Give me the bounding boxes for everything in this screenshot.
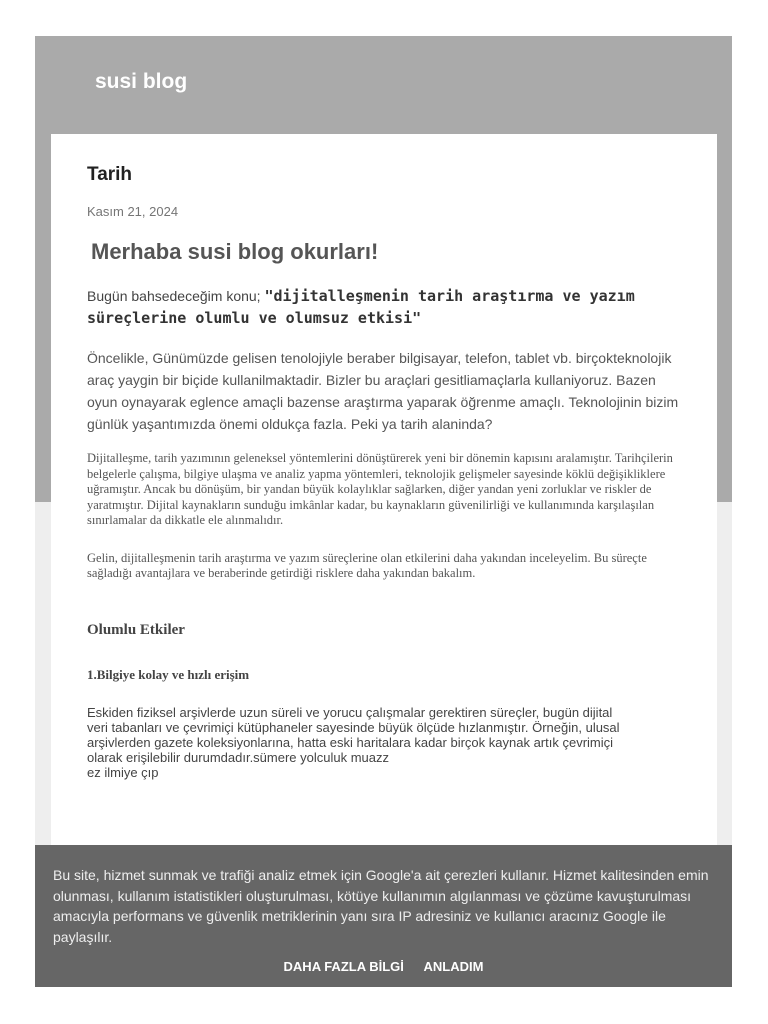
paragraph-digitalization: Dijitalleşme, tarih yazımının geleneksel yöntemlerini dönüştürerek yeni bir dönemin kapısını aralamıştır. Tarihçilerin belgelerle çalışma, bilgiye ulaşma ve analiz yapma yöntemleri, teknolojik gelişmeler sayesinde köklü değişikliklere uğramıştır. Ancak bu dönüşüm, bir yandan büyük kolaylıklar sağlarken, diğer yandan yeni zorluklar ve riskler de yaratmıştır. Dijital kaynakların sunduğu imkânlar kadar, bu kaynakların güvenilirliği ve kullanımında karşılaşılan sınırlamalar da dikkatle ele alınmalıdır.	[87, 451, 673, 527]
cookie-notice-text: Bu site, hizmet sunmak ve trafiği analiz etmek için Google'a ait çerezleri kullanır. Hizmet kalitesinden emin olunması, kullanım istatistikleri oluşturulması, kötüye kullanımın algılanması ve çözüme kavuşturulması amacıyla performans ve güvenlik metriklerinin yanı sıra IP adresiniz ve kullanıcı aracınız Google ile paylaşılır.	[53, 867, 709, 945]
intro-topic: "dijitalleşmenin tarih araştırma ve yazım süreçlerine olumlu ve olumsuz etkisi"	[87, 287, 635, 327]
accept-cookies-button[interactable]: ANLADIM	[423, 959, 484, 974]
paragraph-access	[87, 705, 687, 780]
paragraph-line: olarak erişilebilir durumdadır.sümere yolculuk muazz	[87, 749, 390, 765]
blog-title[interactable]: susi blog	[95, 70, 188, 93]
cookie-actions	[35, 959, 732, 974]
learn-more-button[interactable]: DAHA FAZLA BİLGİ	[283, 959, 404, 974]
paragraph-line: veri tabanları ve çevrimiçi kütüphaneler sayesinde büyük ölçüde hızlanmıştır. Örneğin, ulusal	[87, 719, 620, 735]
heading-item-1: 1.Bilgiye kolay ve hızlı erişim	[87, 666, 250, 682]
paragraph-line: Eskiden fiziksel arşivlerde uzun süreli ve yorucu çalışmalar gerektiren süreçler, bugün dijital	[87, 704, 613, 720]
post-greeting: Merhaba susi blog okurları!	[91, 239, 379, 264]
intro-prefix: Bugün bahsedeceğim konu;	[87, 288, 265, 304]
paragraph-line: arşivlerden gazete koleksiyonlarına, hatta eski haritalara kadar birçok kaynak artık çevrimiçi	[87, 734, 614, 750]
post-body	[87, 164, 687, 780]
cookie-notice-bar	[35, 845, 732, 987]
post-date[interactable]: Kasım 21, 2024	[87, 204, 179, 219]
paragraph-line: ez ilmiye çıp	[87, 764, 159, 780]
post-title[interactable]: Tarih	[87, 164, 133, 185]
paragraph-lets-examine: Gelin, dijitalleşmenin tarih araştırma ve yazım süreçlerine olan etkilerini daha yakından inceleyelim. Bu süreçte sağladığı avantajlara ve beraberinde getirdiği risklere daha yakından bakalım.	[87, 550, 647, 580]
heading-positive-effects: Olumlu Etkiler	[87, 621, 185, 638]
paragraph-intro: Öncelikle, Günümüzde gelisen tenolojiyle beraber bilgisayar, telefon, tablet vb. birçokteknolojik araç yaygin bir biçide kullanilmaktadir. Bizler bu araçlari gesitliamaçlarla kullaniyoruz. Bazen oyun oynayarak eglence amaçli bazense araştırma yaparak öğrenme amaçlı. Teknolojinin bizim günlük yaşantımızda önemi oldukça fazla. Peki ya tarih alaninda?	[87, 350, 679, 432]
post-intro	[87, 285, 687, 329]
